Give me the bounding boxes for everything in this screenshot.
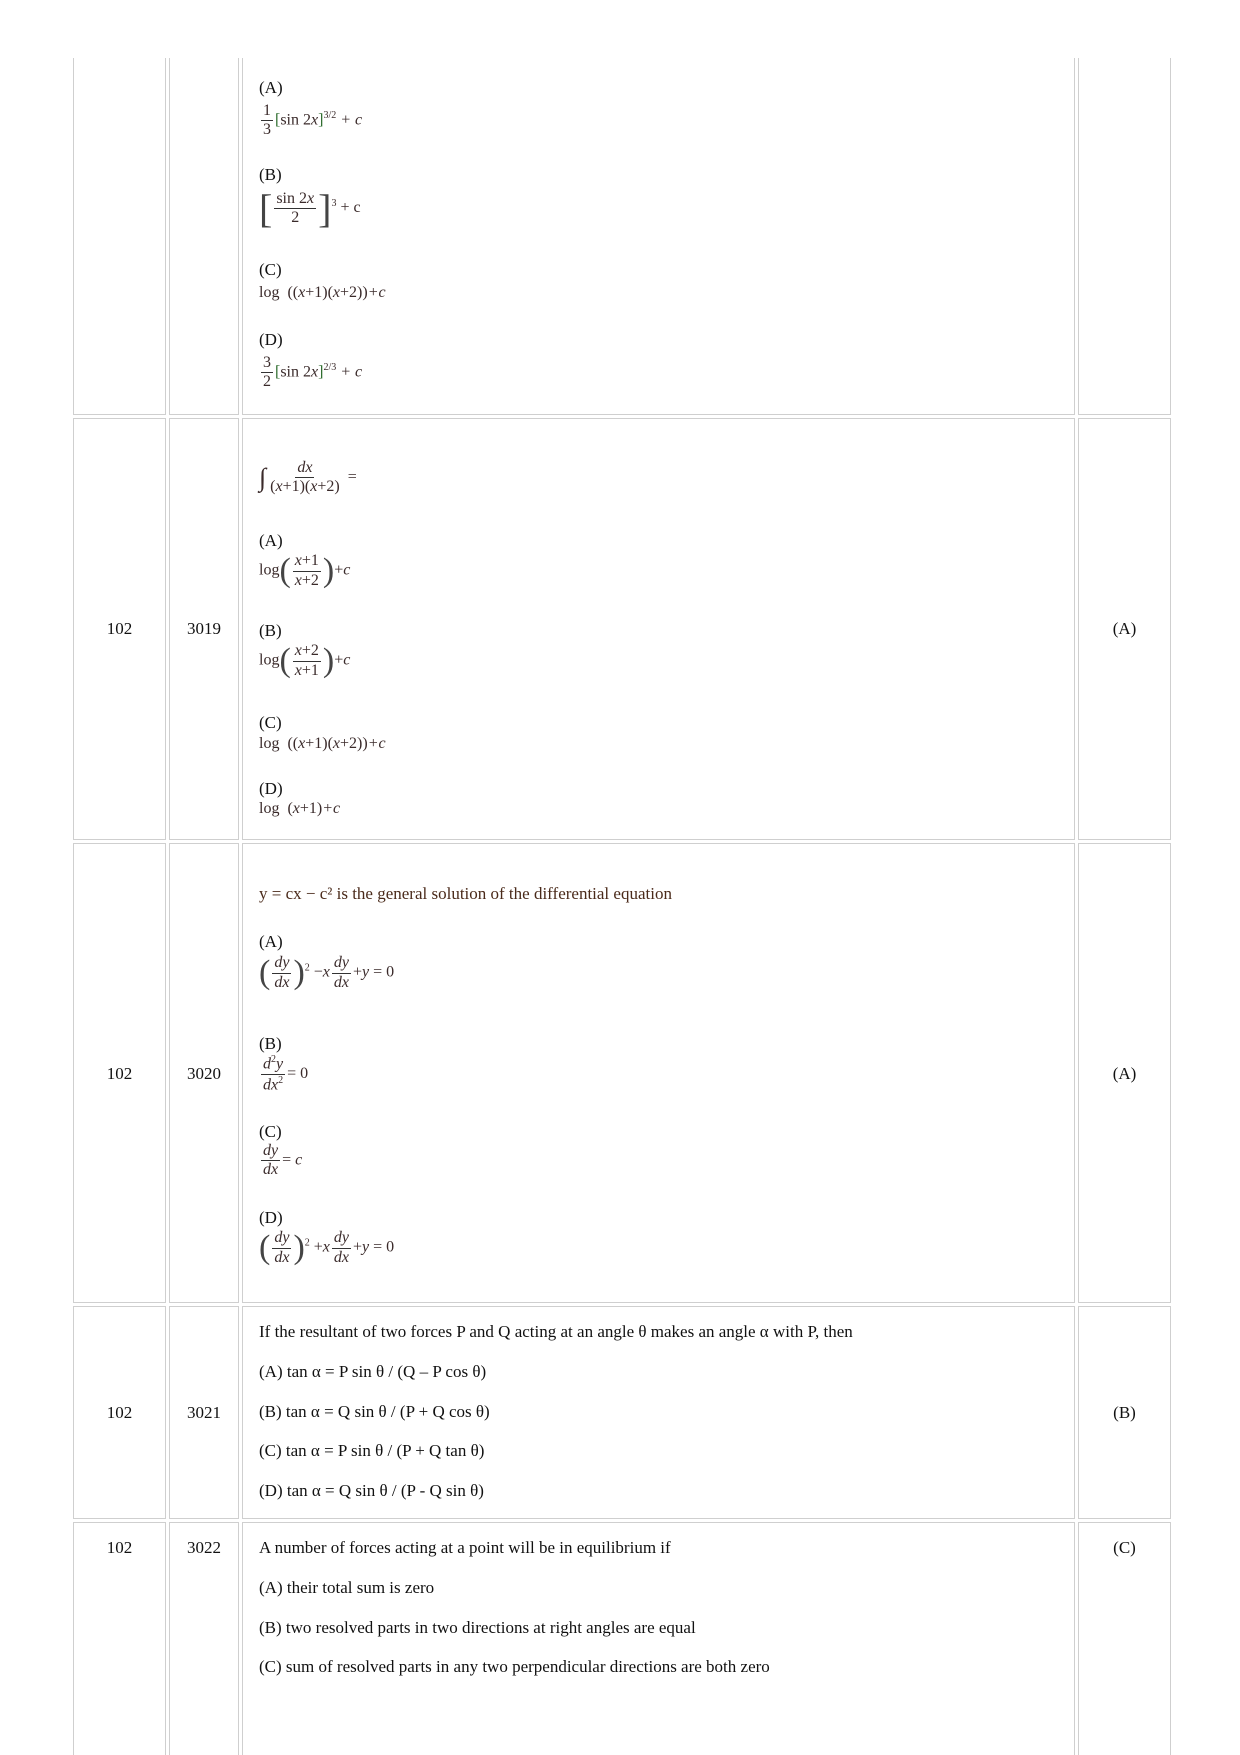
- option-label: (B): [259, 165, 282, 184]
- subject-cell: [73, 58, 166, 415]
- question-text: y = cx − c² is the general solution of the differential equation: [259, 884, 672, 903]
- question-math: ∫ $\frac{dx}{(x+1)(x+2)}$ =: [259, 459, 357, 496]
- option-label: (C): [259, 713, 282, 732]
- question-cell: [242, 1306, 1075, 1519]
- option-label: (C): [259, 1122, 282, 1141]
- question-cell: [242, 418, 1075, 840]
- option-math: log ((x+1)(x+2))+c: [259, 735, 386, 752]
- option-label: (D): [259, 330, 283, 349]
- option-label: (B): [259, 621, 282, 640]
- option-text: (A) their total sum is zero: [259, 1578, 435, 1597]
- option-math: ( $\frac{dy}{dx}$ )$^2$ −x $\frac{dy}{dx}$ +y = 0: [259, 954, 395, 991]
- option-label: (C): [259, 260, 282, 279]
- table-row: [73, 418, 1171, 840]
- option-math: $\frac{d^2y}{dx^2}$ = 0: [263, 1054, 309, 1094]
- question-id: 3021: [187, 1403, 221, 1422]
- option-math: [ $\frac{\sin 2x}{2}$ ]$^3$ + c: [259, 186, 361, 231]
- question-id-cell: [169, 1306, 239, 1519]
- table-row: [73, 1306, 1171, 1519]
- question-id: 3020: [187, 1064, 221, 1083]
- option-label: (B): [259, 1034, 282, 1053]
- option-text: (B) two resolved parts in two directions at right angles are equal: [259, 1618, 696, 1637]
- answer: (A): [1112, 619, 1137, 638]
- subject-code: 102: [106, 619, 133, 638]
- option-math: log( $\frac{x+2}{x+1}$ )+c: [259, 642, 351, 679]
- question-text: A number of forces acting at a point will be in equilibrium if: [259, 1538, 671, 1557]
- answer: (B): [1113, 1403, 1136, 1422]
- question-id-cell: [169, 1522, 239, 1755]
- question-id: 3019: [187, 619, 221, 638]
- answer: (C): [1113, 1538, 1136, 1557]
- question-id-cell: [169, 58, 239, 415]
- subject-code: 102: [106, 1403, 133, 1422]
- table-row: [73, 58, 1171, 415]
- option-math: $\frac{1}{3}$ [sin 2x]$^{3/2}$ + c: [263, 102, 363, 139]
- table-row: [73, 1522, 1171, 1755]
- subject-cell: [73, 1306, 166, 1519]
- subject-cell: [73, 418, 166, 840]
- question-cell: [242, 1522, 1075, 1755]
- option-math: log ((x+1)(x+2))+c: [259, 284, 386, 301]
- option-label: (A): [259, 531, 283, 550]
- option-text: (B) tan α = Q sin θ / (P + Q cos θ): [259, 1402, 490, 1421]
- question-text: If the resultant of two forces P and Q acting at an angle θ makes an angle α with P, then: [259, 1322, 853, 1341]
- question-cell: [242, 843, 1075, 1303]
- question-id-cell: [169, 418, 239, 840]
- option-label: (A): [259, 932, 283, 951]
- option-text: (D) tan α = Q sin θ / (P - Q sin θ): [259, 1481, 484, 1500]
- answer-cell: [1078, 58, 1171, 415]
- option-label: (D): [259, 1208, 283, 1227]
- subject-code: 102: [106, 1064, 133, 1083]
- option-math: $\frac{dy}{dx}$ = c: [263, 1142, 303, 1179]
- question-id-cell: [169, 843, 239, 1303]
- option-math: ( $\frac{dy}{dx}$ )$^2$ +x $\frac{dy}{dx}$ +y = 0: [259, 1229, 395, 1266]
- answer-cell: [1078, 843, 1171, 1303]
- option-math: log (x+1)+c: [259, 800, 341, 817]
- subject-cell: [73, 843, 166, 1303]
- option-math: log( $\frac{x+1}{x+2}$ )+c: [259, 552, 351, 589]
- subject-code: 102: [106, 1538, 133, 1557]
- option-math: $\frac{3}{2}$ [sin 2x]$^{2/3}$ + c: [263, 354, 363, 391]
- subject-cell: [73, 1522, 166, 1755]
- answer-cell: [1078, 418, 1171, 840]
- option-text: (C) sum of resolved parts in any two perpendicular directions are both zero: [259, 1657, 770, 1676]
- option-text: (C) tan α = P sin θ / (P + Q tan θ): [259, 1441, 485, 1460]
- option-label: (A): [259, 78, 283, 97]
- question-id: 3022: [187, 1538, 221, 1557]
- option-label: (D): [259, 779, 283, 798]
- answer: (A): [1112, 1064, 1137, 1083]
- table-row: [73, 843, 1171, 1303]
- answer-cell: [1078, 1306, 1171, 1519]
- answer-cell: [1078, 1522, 1171, 1755]
- option-text: (A) tan α = P sin θ / (Q – P cos θ): [259, 1362, 487, 1381]
- question-cell: [242, 58, 1075, 415]
